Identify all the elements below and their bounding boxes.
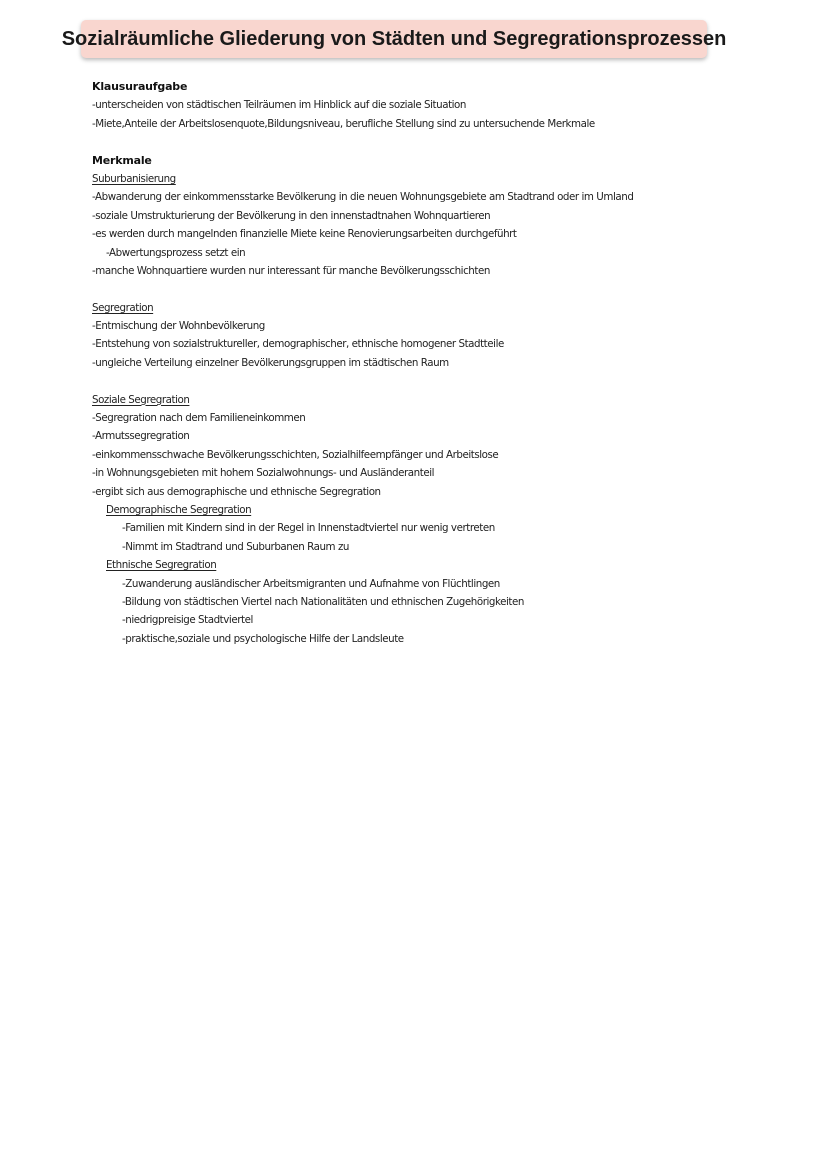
text-line-indented: -Zuwanderung ausländischer Arbeitsmigranten und Aufnahme von Flüchtlingen (122, 577, 500, 590)
subheading-demographische-segregration: Demographische Segregration (106, 503, 252, 516)
page-title: Sozialräumliche Gliederung von Städten und Segregrationsprozessen (61, 27, 727, 50)
spacer (92, 280, 792, 298)
document-body (92, 78, 792, 648)
text-line: -ungleiche Verteilung einzelner Bevölkerungsgruppen im städtischen Raum (92, 356, 449, 369)
text-line-indented: -niedrigpreisige Stadtviertel (122, 614, 253, 627)
title-banner (61, 20, 727, 58)
text-line-indented: -praktische,soziale und psychologische Hilfe der Landsleute (122, 632, 404, 645)
text-line: -Segregration nach dem Familieneinkommen (92, 412, 306, 425)
section-heading-merkmale: Merkmale (92, 153, 152, 167)
spacer (92, 133, 792, 151)
text-line: -einkommensschwache Bevölkerungsschichten, Sozialhilfeempfänger und Arbeitslose (92, 448, 499, 461)
text-line: -soziale Umstrukturierung der Bevölkerung in den innenstadtnahen Wohnquartieren (92, 209, 491, 222)
text-line: -Abwanderung der einkommensstarke Bevölkerung in die neuen Wohnungsgebiete am Stadtrand oder im Umland (92, 191, 634, 204)
section-heading-klausuraufgabe: Klausuraufgabe (92, 80, 188, 93)
text-line: -in Wohnungsgebieten mit hohem Sozialwohnungs- und Ausländeranteil (92, 467, 435, 480)
text-line-indented: -Abwertungsprozess setzt ein (106, 246, 246, 259)
text-line: -manche Wohnquartiere wurden nur interessant für manche Bevölkerungsschichten (92, 264, 490, 277)
subheading-segregration: Segregration (92, 301, 154, 314)
text-line: -Entstehung von sozialstruktureller, demographischer, ethnische homogener Stadtteile (92, 338, 504, 351)
text-line-indented: -Nimmt im Stadtrand und Suburbanen Raum zu (122, 540, 349, 553)
text-line: -unterscheiden von städtischen Teilräumen im Hinblick auf die soziale Situation (92, 99, 466, 112)
text-line: -Entmischung der Wohnbevölkerung (92, 320, 265, 333)
text-line-indented: -Bildung von städtischen Viertel nach Nationalitäten und ethnischen Zugehörigkeiten (122, 595, 524, 608)
subheading-suburbanisierung: Suburbanisierung (92, 172, 176, 185)
subheading-soziale-segregration: Soziale Segregration (92, 393, 190, 406)
subheading-ethnische-segregration: Ethnische Segregration (106, 559, 217, 572)
spacer (92, 372, 792, 390)
text-line: -Miete,Anteile der Arbeitslosenquote,Bildungsniveau, berufliche Stellung sind zu untersuchende Merkmale (92, 117, 595, 130)
text-line-indented: -Familien mit Kindern sind in der Regel in Innenstadtviertel nur wenig vertreten (122, 522, 495, 535)
text-line: -es werden durch mangelnden finanzielle Miete keine Renovierungsarbeiten durchgeführt (92, 228, 517, 241)
text-line: -ergibt sich aus demographische und ethnische Segregration (92, 485, 381, 498)
text-line: -Armutssegregration (92, 430, 190, 443)
